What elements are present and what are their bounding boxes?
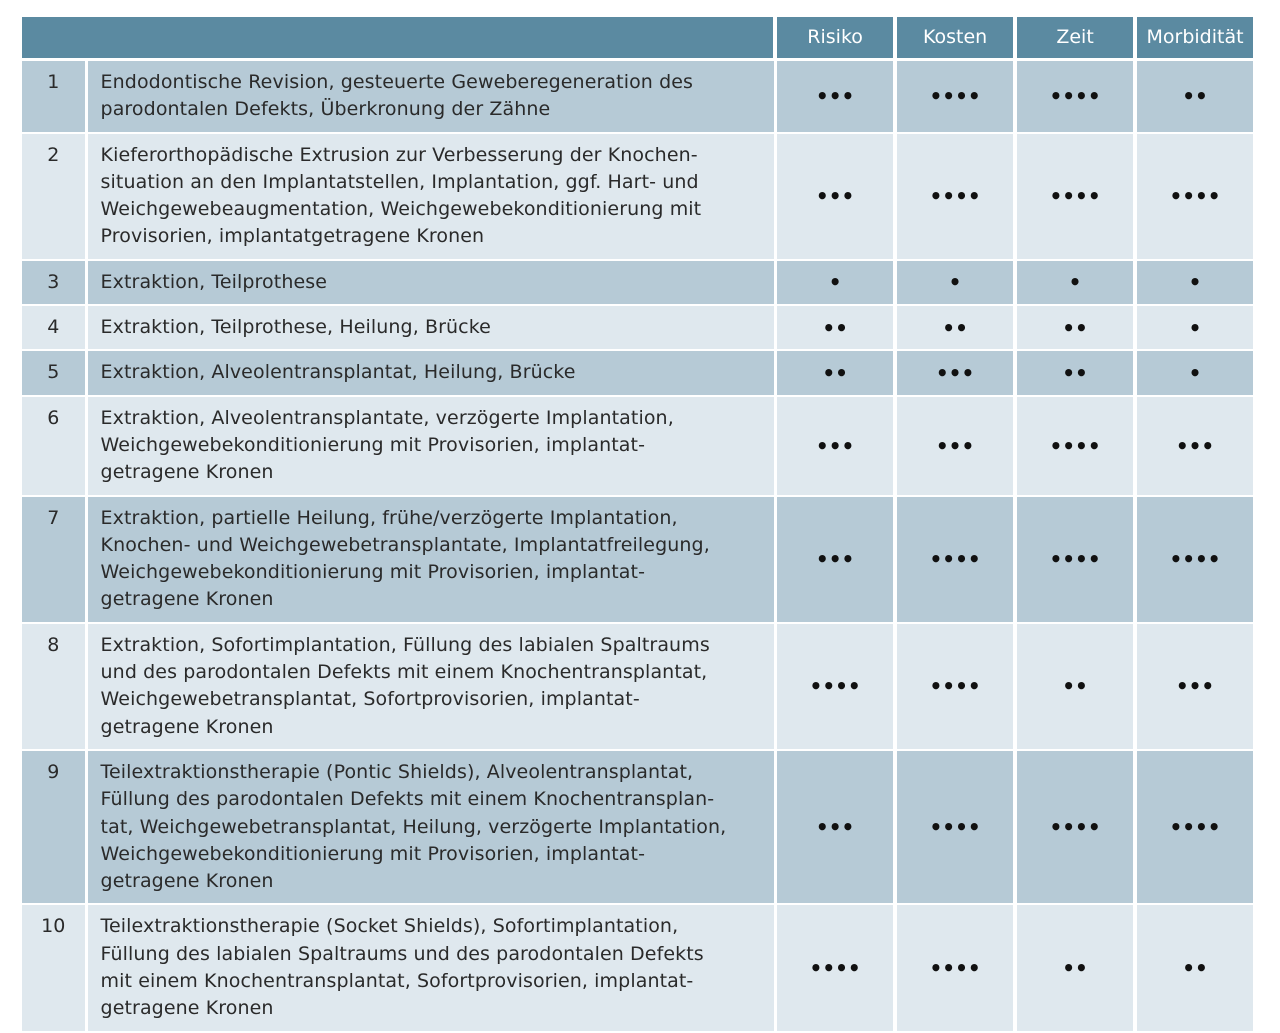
rating-morbiditaet: ••	[1137, 905, 1253, 1032]
description-line: Füllung des labialen Spaltraums und des parodontalen Defekts	[100, 942, 704, 965]
row-description	[88, 306, 778, 351]
rating-risiko: •••	[777, 751, 897, 905]
rating-risiko: ••••	[777, 905, 897, 1032]
row-number: 6	[22, 397, 88, 497]
description-line: Füllung des parodontalen Defekts mit einem Knochentransplan-	[100, 788, 715, 811]
rating-zeit: •	[1017, 261, 1137, 306]
rating-morbiditaet: ••••	[1137, 751, 1253, 905]
description-line: Weichgewebeaugmentation, Weichgewebekonditionierung mit	[100, 198, 702, 221]
table-row	[22, 134, 1253, 261]
description-line: tat, Weichgewebetransplantat, Heilung, verzögerte Implantation,	[100, 815, 727, 838]
row-number: 8	[22, 624, 88, 751]
description-line: getragene Kronen	[100, 870, 274, 893]
table-row	[22, 261, 1253, 306]
description-line: getragene Kronen	[100, 461, 274, 484]
description-line: situation an den Implantatstellen, Implantation, ggf. Hart- und	[100, 170, 699, 193]
row-description	[88, 751, 778, 905]
header-blank-cell	[22, 17, 777, 61]
row-description	[88, 397, 778, 497]
row-description	[88, 905, 778, 1032]
rating-morbiditaet: •••	[1137, 397, 1253, 497]
table-row	[22, 306, 1253, 351]
rating-risiko: •••	[777, 61, 897, 134]
row-number: 3	[22, 261, 88, 306]
description-line: getragene Kronen	[100, 997, 274, 1020]
rating-zeit: ••••	[1017, 751, 1137, 905]
row-description	[88, 497, 778, 624]
table-row	[22, 397, 1253, 497]
description-line: Extraktion, Teilprothese, Heilung, Brücke	[100, 316, 491, 339]
rating-kosten: ••••	[897, 905, 1017, 1032]
rating-morbiditaet: ••••	[1137, 497, 1253, 624]
row-number: 2	[22, 134, 88, 261]
rating-morbiditaet: ••••	[1137, 134, 1253, 261]
table-row	[22, 624, 1253, 751]
description-line: Extraktion, Alveolentransplantat, Heilung, Brücke	[100, 361, 576, 384]
description-line: Kieferorthopädische Extrusion zur Verbesserung der Knochen-	[100, 143, 698, 166]
description-line: Weichgewebekonditionierung mit Provisorien, implantat-	[100, 433, 646, 456]
description-line: Provisorien, implantatgetragene Kronen	[100, 225, 485, 248]
rating-risiko: ••	[777, 351, 897, 396]
comparison-table	[22, 17, 1253, 1033]
description-line: Weichgewebetransplantat, Sofortprovisorien, implantat-	[100, 688, 640, 711]
rating-kosten: ••••	[897, 751, 1017, 905]
rating-kosten: ••••	[897, 61, 1017, 134]
description-line: Endodontische Revision, gesteuerte Geweberegeneration des	[100, 71, 694, 93]
description-line: Extraktion, Sofortimplantation, Füllung des labialen Spaltraums	[100, 633, 710, 656]
header-kosten: Kosten	[897, 17, 1017, 61]
rating-kosten: •	[897, 261, 1017, 306]
row-description	[88, 624, 778, 751]
table-header	[22, 17, 1253, 61]
description-line: Teilextraktionstherapie (Socket Shields), Sofortimplantation,	[100, 915, 679, 938]
rating-zeit: ••	[1017, 306, 1137, 351]
rating-zeit: ••	[1017, 351, 1137, 396]
description-line: und des parodontalen Defekts mit einem Knochentransplantat,	[100, 661, 708, 684]
rating-kosten: •••	[897, 351, 1017, 396]
description-line: getragene Kronen	[100, 588, 274, 611]
description-line: Weichgewebekonditionierung mit Provisorien, implantat-	[100, 842, 646, 865]
description-line: Extraktion, partielle Heilung, frühe/verzögerte Implantation,	[100, 506, 678, 529]
row-description	[88, 61, 778, 134]
description-line: mit einem Knochentransplantat, Sofortprovisorien, implantat-	[100, 970, 694, 993]
rating-zeit: ••	[1017, 624, 1137, 751]
rating-risiko: ••••	[777, 624, 897, 751]
description-line: getragene Kronen	[100, 715, 274, 738]
rating-risiko: •	[777, 261, 897, 306]
rating-kosten: ••	[897, 306, 1017, 351]
table-row	[22, 351, 1253, 396]
row-number: 4	[22, 306, 88, 351]
rating-morbiditaet: •••	[1137, 624, 1253, 751]
row-description	[88, 134, 778, 261]
rating-morbiditaet: •	[1137, 261, 1253, 306]
table-row	[22, 497, 1253, 624]
description-line: Weichgewebekonditionierung mit Provisorien, implantat-	[100, 561, 646, 584]
rating-zeit: ••	[1017, 905, 1137, 1032]
rating-kosten: ••••	[897, 497, 1017, 624]
header-risiko: Risiko	[777, 17, 897, 61]
rating-risiko: ••	[777, 306, 897, 351]
rating-morbiditaet: ••	[1137, 61, 1253, 134]
description-line: Knochen- und Weichgewebetransplantate, Implantatfreilegung,	[100, 533, 710, 556]
header-morbiditaet: Morbidität	[1137, 17, 1253, 61]
description-line: Extraktion, Alveolentransplantate, verzögerte Implantation,	[100, 406, 674, 429]
table-row	[22, 61, 1253, 134]
row-number: 10	[22, 905, 88, 1032]
rating-kosten: ••••	[897, 624, 1017, 751]
rating-zeit: ••••	[1017, 497, 1137, 624]
row-number: 5	[22, 351, 88, 396]
description-line: Extraktion, Teilprothese	[100, 270, 328, 293]
row-number: 1	[22, 61, 88, 134]
description-line: parodontalen Defekts, Überkronung der Zähne	[100, 98, 551, 121]
rating-morbiditaet: •	[1137, 351, 1253, 396]
table-row	[22, 751, 1253, 905]
row-description	[88, 351, 778, 396]
description-line: Teilextraktionstherapie (Pontic Shields), Alveolentransplantat,	[100, 760, 694, 783]
rating-morbiditaet: •	[1137, 306, 1253, 351]
table-row	[22, 905, 1253, 1032]
rating-risiko: •••	[777, 134, 897, 261]
row-description	[88, 261, 778, 306]
rating-kosten: •••	[897, 397, 1017, 497]
row-number: 7	[22, 497, 88, 624]
row-number: 9	[22, 751, 88, 905]
rating-zeit: ••••	[1017, 61, 1137, 134]
rating-zeit: ••••	[1017, 397, 1137, 497]
table-body	[22, 61, 1253, 1033]
rating-risiko: •••	[777, 497, 897, 624]
rating-zeit: ••••	[1017, 134, 1137, 261]
header-zeit: Zeit	[1017, 17, 1137, 61]
rating-kosten: ••••	[897, 134, 1017, 261]
rating-risiko: •••	[777, 397, 897, 497]
